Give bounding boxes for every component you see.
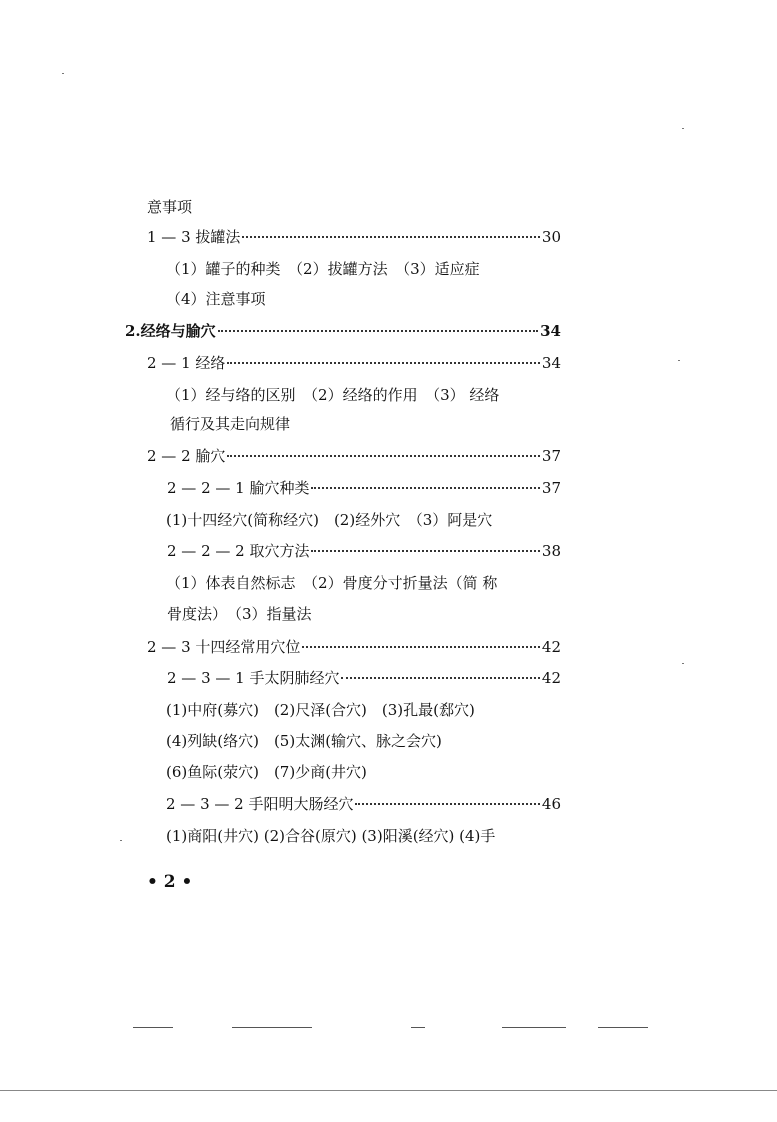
dot-leader xyxy=(341,677,539,679)
toc-subitems: 骨度法） （3）指量法 xyxy=(167,605,312,623)
scan-dash xyxy=(502,1027,566,1028)
toc-subitems: （1）罐子的种类 （2）拔罐方法 （3）适应症 xyxy=(166,260,480,278)
dot-leader xyxy=(242,236,540,238)
toc-entry xyxy=(147,637,561,657)
toc-entry-page: 34 xyxy=(540,322,561,340)
page-number: • 2 • xyxy=(147,872,193,892)
toc-entry xyxy=(166,794,561,814)
toc-entry-page: 34 xyxy=(541,354,561,372)
dot-leader xyxy=(227,362,540,364)
scan-dash xyxy=(133,1027,173,1028)
toc-entry-title: 2 — 2 腧穴 xyxy=(147,447,226,465)
toc-entry-title: 2 — 2 — 2 取穴方法 xyxy=(167,542,310,560)
scan-speck xyxy=(682,663,684,664)
toc-subitems: （4）注意事项 xyxy=(166,290,266,308)
toc-entry-page: 30 xyxy=(541,228,561,246)
toc-subitems: (6)鱼际(荥穴) (7)少商(井穴) xyxy=(166,763,367,781)
toc-continuation: 意事项 xyxy=(147,198,193,216)
toc-entry xyxy=(167,478,561,498)
toc-entry xyxy=(167,541,561,561)
scan-dash xyxy=(232,1027,312,1028)
scan-speck xyxy=(678,360,680,361)
scan-dash xyxy=(411,1027,425,1028)
toc-entry-page: 42 xyxy=(541,669,561,687)
dot-leader xyxy=(218,330,538,332)
toc-entry xyxy=(147,227,561,247)
toc-entry xyxy=(147,353,561,373)
toc-chapter xyxy=(125,321,561,341)
toc-entry-title: 2.经络与腧穴 xyxy=(125,322,216,340)
dot-leader xyxy=(311,487,539,489)
toc-entry-page: 38 xyxy=(541,542,561,560)
scan-speck xyxy=(62,73,64,74)
scan-dash xyxy=(598,1027,648,1028)
toc-entry-title: 1 — 3 拔罐法 xyxy=(147,228,241,246)
toc-entry-page: 46 xyxy=(541,795,561,813)
page-edge-line xyxy=(0,1090,777,1091)
scan-speck xyxy=(682,128,684,129)
toc-entry-title: 2 — 3 — 2 手阳明大肠经穴 xyxy=(166,795,354,813)
toc-subitems: (1)商阳(井穴) (2)合谷(原穴) (3)阳溪(经穴) (4)手 xyxy=(166,827,496,845)
toc-subitems: （1）体表自然标志 （2）骨度分寸折量法（简 称 xyxy=(166,574,498,592)
toc-entry-page: 37 xyxy=(541,479,561,497)
toc-entry-page: 42 xyxy=(541,638,561,656)
toc-entry-title: 2 — 2 — 1 腧穴种类 xyxy=(167,479,310,497)
dot-leader xyxy=(302,646,540,648)
toc-entry-page: 37 xyxy=(541,447,561,465)
scan-speck xyxy=(120,840,122,841)
dot-leader xyxy=(227,455,540,457)
toc-subitems: 循行及其走向规律 xyxy=(170,415,291,433)
toc-entry-title: 2 — 3 十四经常用穴位 xyxy=(147,638,301,656)
toc-subitems: (1)十四经穴(简称经穴) (2)经外穴 （3）阿是穴 xyxy=(166,511,493,529)
toc-subitems: (1)中府(募穴) (2)尺泽(合穴) (3)孔最(郄穴) xyxy=(166,701,475,719)
toc-subitems: (4)列缺(络穴) (5)太渊(输穴、脉之会穴) xyxy=(166,732,442,750)
toc-entry xyxy=(147,446,561,466)
toc-entry-title: 2 — 1 经络 xyxy=(147,354,226,372)
dot-leader xyxy=(311,550,539,552)
toc-entry-title: 2 — 3 — 1 手太阴肺经穴 xyxy=(167,669,340,687)
dot-leader xyxy=(355,803,539,805)
toc-subitems: （1）经与络的区别 （2）经络的作用 （3） 经络 xyxy=(166,386,500,404)
toc-entry xyxy=(167,668,561,688)
